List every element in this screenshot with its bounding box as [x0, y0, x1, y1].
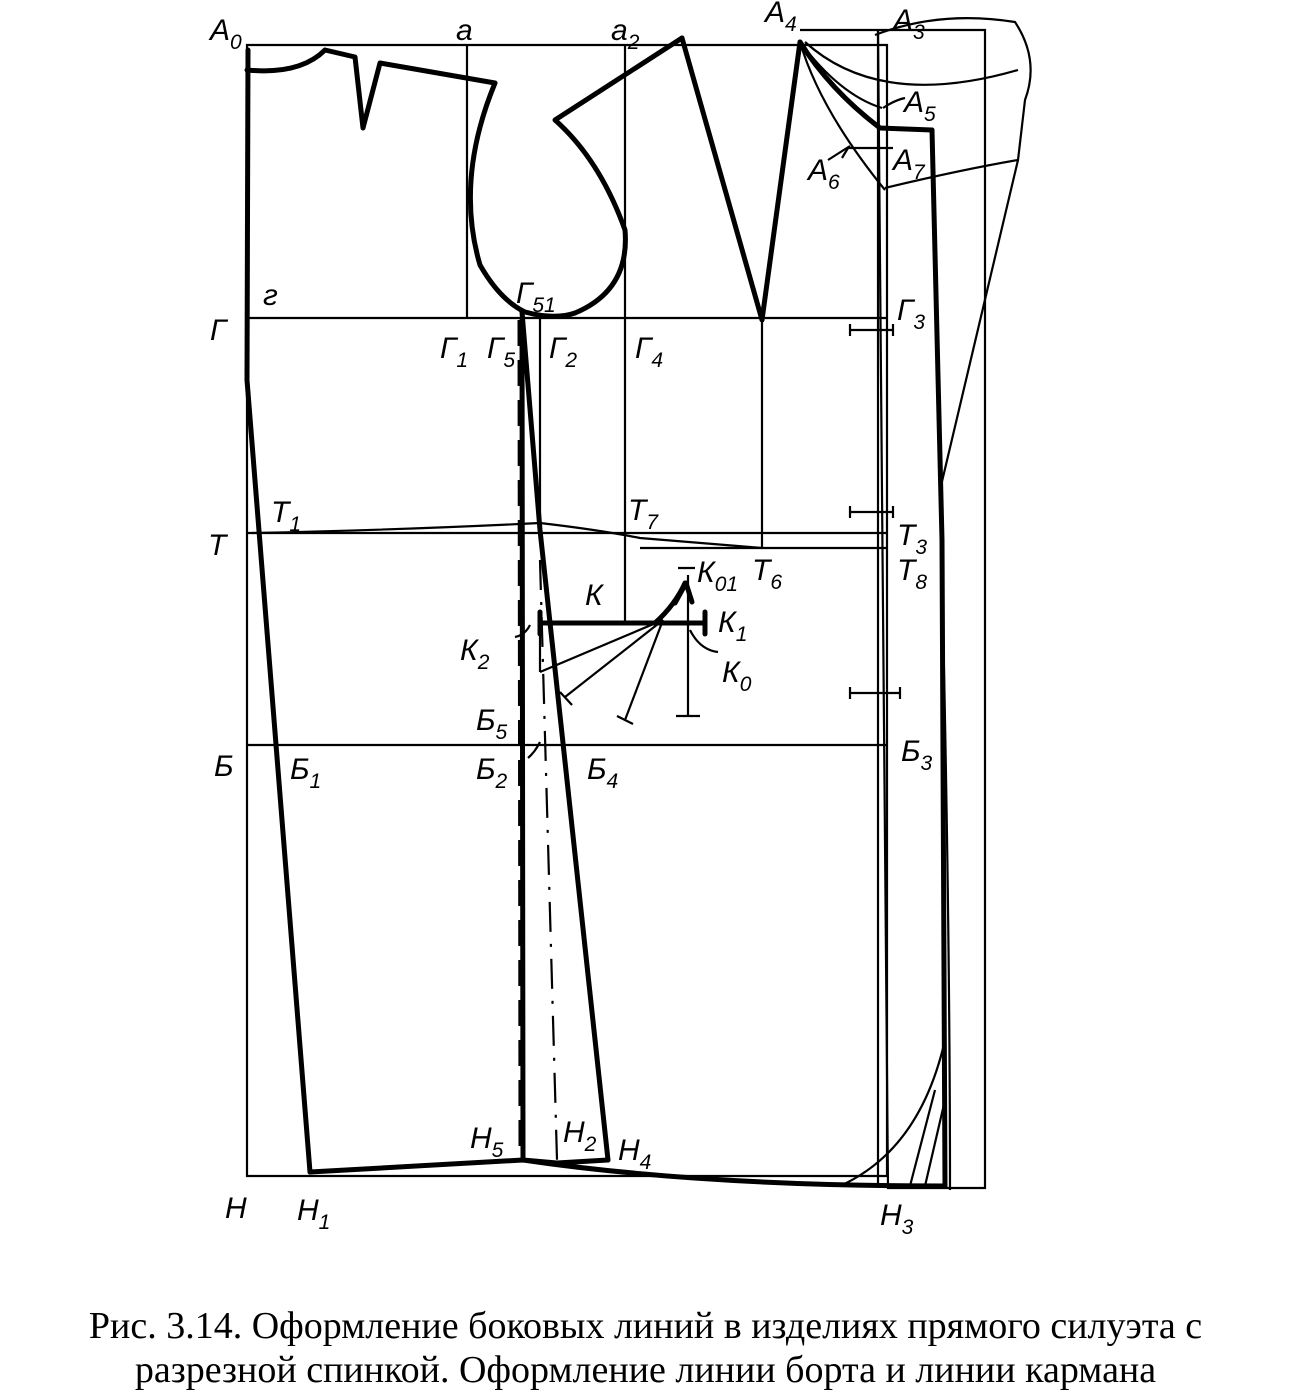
- front-dart: [682, 38, 800, 320]
- point-label-h5: $Н_5$: [470, 1122, 504, 1162]
- a6-leader: [828, 146, 850, 160]
- point-label-g4: $Г_4$: [635, 332, 664, 372]
- pattern-contours: [247, 38, 945, 1186]
- back-neck-shoulder: [247, 50, 495, 128]
- point-label-g5: $Г_5$: [487, 332, 516, 372]
- caption-line-1: Рис. 3.14. Оформление боковых линий в изделиях прямого силуэта с: [88, 1305, 1203, 1347]
- figure-caption: [0, 1304, 1291, 1392]
- point-label-g51: $Г_{51}$: [516, 277, 556, 317]
- side-seam-guides: [520, 320, 557, 1160]
- point-label-g3: $Г_3$: [897, 294, 926, 334]
- caption-line-2: разрезной спинкой. Оформление линии борта и линии кармана: [134, 1349, 1157, 1391]
- point-label-a6: $A_6$: [808, 154, 840, 194]
- waist-curve-t1-t6: [252, 523, 762, 548]
- point-label-b5: $Б_5$: [476, 704, 508, 744]
- back-side-seam: [522, 320, 523, 1160]
- point-label-a5: $A_5$: [904, 86, 936, 126]
- point-label-k1: $К_1$: [718, 606, 748, 646]
- point-label-a7: $A_7$: [893, 144, 925, 184]
- back-centre-line: [247, 50, 310, 1172]
- point-label-b4: $Б_4$: [587, 753, 619, 793]
- point-label-a3: $A_3$: [893, 4, 925, 44]
- point-labels: [208, 0, 936, 1239]
- tick-b3: [850, 687, 900, 699]
- point-label-g1: $Г_1$: [440, 332, 469, 372]
- point-label-t8: $Т_8$: [897, 554, 928, 594]
- lapel-fold-line: [940, 160, 1018, 1190]
- point-label-t7: $Т_7$: [628, 494, 659, 534]
- outer-frame: [247, 45, 887, 1176]
- point-label-h: Н: [225, 1192, 247, 1225]
- front-edge-frame: [800, 30, 985, 1188]
- point-label-t: Т: [208, 529, 227, 562]
- point-label-g: Г: [210, 314, 227, 347]
- point-label-k01: $К_{01}$: [697, 556, 739, 596]
- front-side-seam: [522, 312, 608, 1160]
- point-label-k0: $К_0$: [722, 656, 752, 696]
- point-label-k: К: [585, 579, 603, 612]
- point-label-h3: $Н_3$: [880, 1199, 914, 1239]
- point-label-g: г: [263, 279, 278, 312]
- point-label-t3: $Т_3$: [897, 519, 928, 559]
- point-label-a: a: [456, 14, 473, 47]
- point-label-a2: $a_2$: [611, 14, 640, 54]
- point-label-b2: $Б_2$: [476, 753, 508, 793]
- front-edge-contour: [932, 130, 945, 1186]
- point-label-h1: $Н_1$: [297, 1194, 331, 1234]
- point-label-b3: $Б_3$: [901, 735, 933, 775]
- point-label-a0: $A_0$: [210, 14, 242, 54]
- construction-grid: [247, 18, 1031, 1190]
- point-label-a4: $A_4$: [765, 0, 797, 36]
- point-label-t6: $Т_6$: [752, 554, 783, 594]
- point-label-b1: $Б_1$: [290, 753, 322, 793]
- point-label-h4: $Н_4$: [618, 1134, 652, 1174]
- pocket-ray-1: [540, 620, 663, 672]
- point-label-b: Б: [214, 750, 234, 783]
- point-label-t1: $Т_1$: [271, 496, 302, 536]
- point-label-k2: $К_2$: [460, 634, 490, 674]
- point-label-g2: $Г_2$: [549, 332, 578, 372]
- point-label-h2: $Н_2$: [563, 1116, 597, 1156]
- front-armhole: [555, 38, 682, 313]
